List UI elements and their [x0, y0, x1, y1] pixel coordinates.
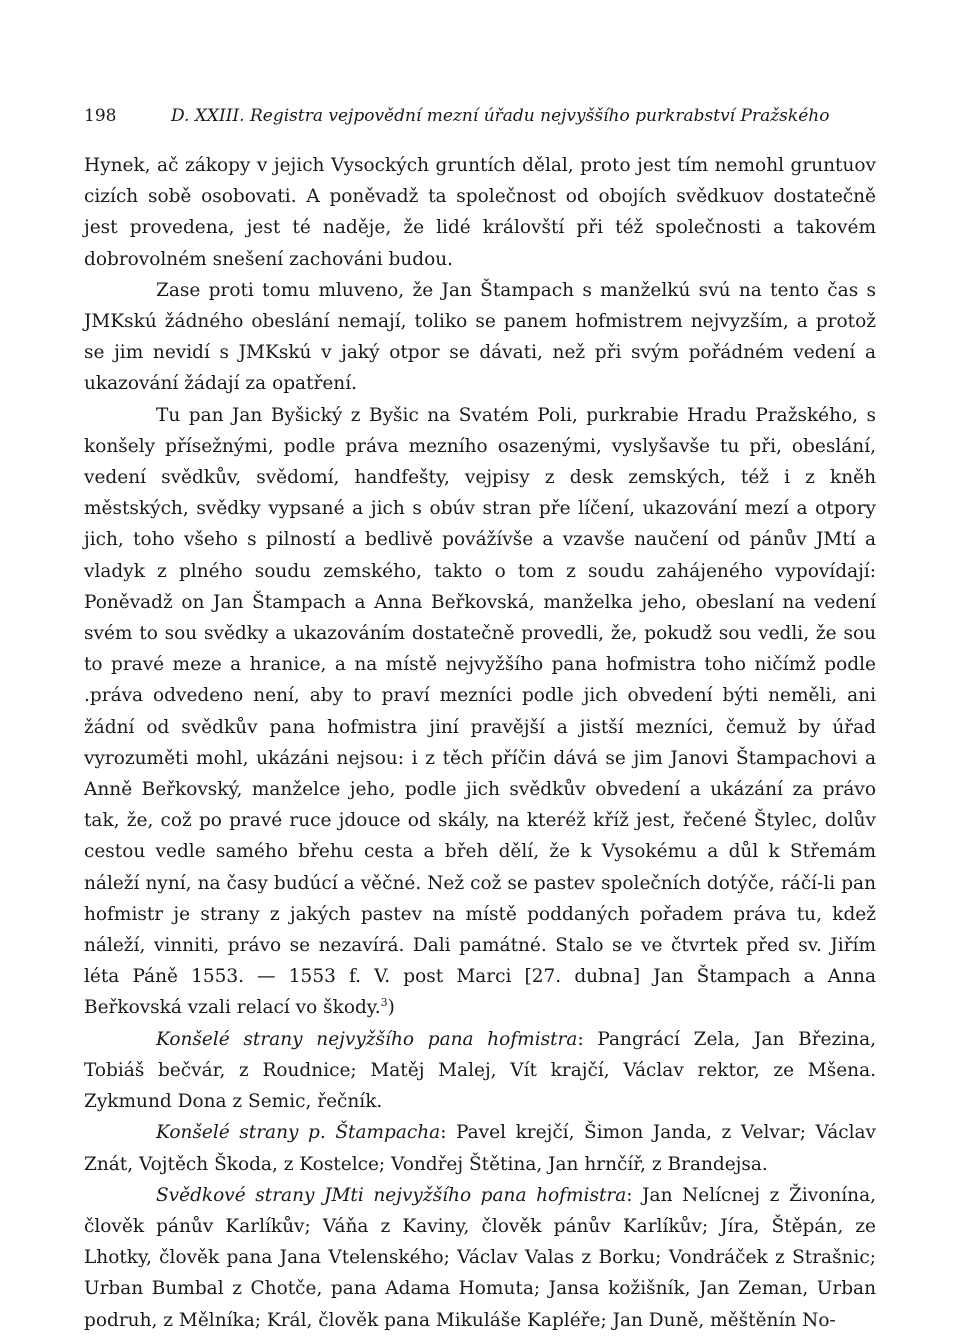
- paragraph-4-label: Konšelé strany nejvyžšího pana hofmistra: [156, 1028, 578, 1050]
- running-title: D. XXIII. Registra vejpovědní mezní úřadu nejvyššího purkrabství Pražského: [171, 106, 830, 126]
- body-text: [84, 150, 876, 1336]
- footnote-ref: 3: [380, 996, 388, 1010]
- running-header: [84, 104, 876, 128]
- paragraph-3: Tu pan Jan Byšický z Byšic na Svatém Poli, purkrabie Hradu Pražského, s konšely přísežnými, podle práva mezního osazenými, vyslyšavše tu při, obeslání, vedení svědkův, svědomí, handfešty, vejpisy z desk zemských, též i z kněh městských, svědky vypsané a jich s obúv stran pře líčení, ukazování mezí a otpory jich, toho všeho s pilností a bedlivě povážívše a vzavše naučení od pánův JMtí a vladyk z plného soudu zemského, takto o tom z soudu zahájeného vypovídají: Poněvadž on Jan Štampach a Anna Beřkovská, manželka jeho, obeslaní na vedení svém to sou svědky a ukazováním dostatečně provedli, že, pokudž sou vedli, že sou to pravé meze a hranice, a na místě nejvyžšího pana hofmistra toho ničímž podle .práva odvedeno není, aby to praví mezníci podle jich obvedení býti neměli, ani žádní od svědkův pana hofmistra jiní pravější a jistší mezníci, čemuž by úřad vyrozuměti mohl, ukázáni nejsou: i z těch příčin dává se jim Janovi Štampachovi a Anně Beřkovský, manželce jeho, podle jich svědkův obvedení a ukázání za právo tak, že, což po pravé ruce jdouce od skály, na kteréž kříž jest, řečené Štylec, dolův cestou vedle samého břehu cesta a břeh dělí, že k Vysokému a důl k Střemám náleží nyní, na časy budúcí a věčné. Než což se pastev společních dotýče, ráčí-li pan hofmistr je strany z jakých pastev na místě poddaných pořadem práva tu, kdež náleží, vinniti, právo se nezavírá. Dali památné. Stalo se ve čtvrtek před sv. Jiřím léta Páně 1553. — 1553 f. V. post Marci [27. dubna] Jan Štampach a Anna Beřkovská vzali relací vo škody.$^3$): [84, 404, 876, 1019]
- paragraph-5-text: : Pavel krejčí, Šimon Janda, z Velvar; Václav Znát, Vojtěch Škoda, z Kostelce; Vondřej Štětina, Jan hrnčíř, z Brandejsa.: [84, 1122, 876, 1175]
- paragraph-3-text: Tu pan Jan Byšický z Byšic na Svatém Poli, purkrabie Hradu Pražského, s konšely přísežnými, podle práva mezního osazenými, vyslyšavše tu při, obeslání, vedení svědkův, svědomí, handfešty, vejpisy z desk zemských, též i z kněh městských, svědky vypsané a jich s obúv stran pře líčení, ukazování mezí a otpory jich, toho všeho s pilností a bedlivě povážívše a vzavše naučení od pánův JMtí a vladyk z plného soudu zemského, takto o tom z soudu zahájeného vypovídají: Poněvadž on Jan Štampach a Anna Beřkovská, manželka jeho, obeslaní na vedení svém to sou svědky a ukazováním dostatečně provedli, že, pokudž sou vedli, že sou to pravé meze a hranice, a na místě nejvyžšího pana hofmistra toho ničímž podle .práva odvedeno není, aby to praví mezníci podle jich obvedení býti neměli, ani žádní od svědkův pana hofmistra jiní pravější a jistší mezníci, čemuž by úřad vyrozuměti mohl, ukázáni nejsou: i z těch příčin dává se jim Janovi Štampachovi a Anně Beřkovský, manželce jeho, podle jich svědkův obvedení a ukázání za právo tak, že, což po pravé ruce jdouce od skály, na kteréž kříž jest, řečené Štylec, dolův cestou vedle samého břehu cesta a břeh dělí, že k Vysokému a důl k Střemám náleží nyní, na časy budúcí a věčné. Než což se pastev společních dotýče, ráčí-li pan hofmistr je strany z jakých pastev na místě poddaných pořadem práva tu, kdež náleží, vinniti, právo se nezavírá. Dali památné. Stalo se ve čtvrtek před sv. Jiřím léta Páně 1553. — 1553 f. V. post Marci [27. dubna] Jan Štampach a Anna Beřkovská vzali relací vo škody.: [84, 404, 876, 1019]
- paragraph-4-text: : Pangrácí Zela, Jan Březina, Tobiáš bečvár, z Roudnice; Matěj Malej, Vít krajčí, Václav rektor, ze Mšena. Zykmund Dona z Semic, řečník.: [84, 1028, 876, 1113]
- page-number: 198: [84, 106, 117, 126]
- paragraph-6: [84, 1180, 876, 1336]
- paragraph-5-label: Konšelé strany p. Štampacha: [156, 1122, 441, 1144]
- paragraph-1: Hynek, ač zákopy v jejich Vysockých gruntích dělal, proto jest tím nemohl gruntuov cizích sobě osobovati. A poněvadž ta společnost od obojích svědkuov dostatečně jest provedena, jest té naděje, že lidé královští při též společnosti a takovém dobrovolném snešení zachováni budou.: [84, 155, 876, 270]
- paragraph-5: [84, 1117, 876, 1179]
- paragraph-6-label: Svědkové strany JMti nejvyžšího pana hofmistra: [156, 1184, 627, 1206]
- paragraph-6-text: : Jan Nelícnej z Živonína, člověk pánův Karlíkův; Váňa z Kaviny, člověk pánův Karlíkův; Jíra, Štěpán, ze Lhotky, člověk pana Jana Vtelenského; Václav Valas z Borku; Vondráček z Strašnic; Urban Bumbal z Chotče, pana Adama Homuta; Jansa kožišník, Jan Zeman, Urban podruh, z Mělníka; Král, člověk pana Mikuláše Kapléře; Jan Duně, měštěnín No-: [84, 1184, 877, 1331]
- paragraph-4: [84, 1024, 876, 1118]
- paragraph-2: Zase proti tomu mluveno, že Jan Štampach s manželkú svú na tento čas s JMKskú žádného obeslání nemají, toliko se panem hofmistrem nejvyzším, a protož se jim nevidí s JMKskú v jaký otpor se dávati, než při svým pořádném vedení a ukazování žádají za opatření.: [84, 279, 876, 395]
